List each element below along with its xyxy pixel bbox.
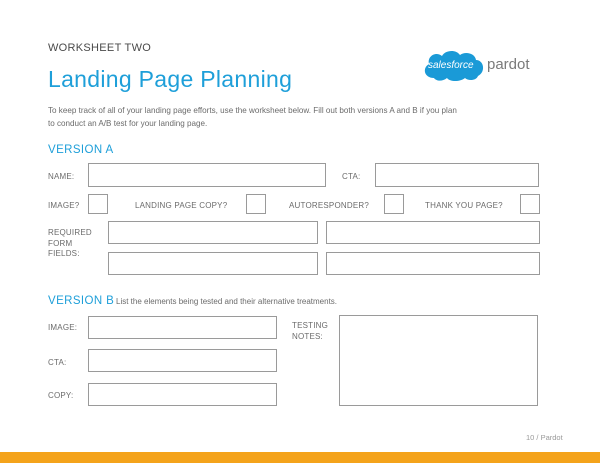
pardot-text: pardot (487, 56, 530, 73)
salesforce-text: salesforce (428, 60, 474, 71)
testing-notes-label (292, 320, 328, 342)
image-checkbox[interactable] (88, 194, 108, 214)
name-label: NAME: (48, 172, 75, 181)
image-b-field[interactable] (88, 316, 277, 339)
image-question-label: IMAGE? (48, 201, 80, 210)
testing-notes-label-line-1: TESTING (292, 321, 329, 330)
testing-notes-label-line-2: NOTES: (292, 332, 323, 341)
landing-page-copy-label: LANDING PAGE COPY? (135, 201, 228, 210)
thank-you-page-label: THANK YOU PAGE? (425, 201, 503, 210)
image-b-label: IMAGE: (48, 323, 78, 332)
page-title: Landing Page Planning (48, 66, 293, 92)
required-field-1[interactable] (108, 221, 318, 244)
copy-b-field[interactable] (88, 383, 277, 406)
name-field[interactable] (88, 163, 326, 187)
autoresponder-label: AUTORESPONDER? (289, 201, 370, 210)
worksheet-label: WORKSHEET TWO (48, 42, 152, 54)
salesforce-pardot-logo (420, 50, 550, 84)
version-b-subheading: List the elements being tested and their alternative treatments. (116, 297, 338, 306)
cta-field[interactable] (375, 163, 539, 187)
required-field-2[interactable] (326, 221, 540, 244)
copy-b-label: COPY: (48, 391, 74, 400)
required-field-3[interactable] (108, 252, 318, 275)
cta-label: CTA: (342, 172, 361, 181)
autoresponder-checkbox[interactable] (384, 194, 404, 214)
version-b-heading: VERSION B (48, 295, 115, 307)
intro-text-line-1: To keep track of all of your landing page efforts, use the worksheet below. Fill out both versions A and B if you plan (48, 106, 457, 115)
required-fields-label (48, 228, 92, 260)
cta-b-label: CTA: (48, 358, 67, 367)
required-fields-label-line-2: FORM (48, 238, 73, 248)
version-a-heading: VERSION A (48, 144, 114, 156)
testing-notes-field[interactable] (339, 315, 538, 406)
required-fields-label-line-1: REQUIRED (48, 228, 92, 237)
thank-you-page-checkbox[interactable] (520, 194, 540, 214)
page-number: 10 / Pardot (526, 433, 563, 442)
required-field-4[interactable] (326, 252, 540, 275)
footer-bar (0, 452, 600, 463)
required-fields-label-line-3: FIELDS: (48, 249, 80, 258)
landing-page-copy-checkbox[interactable] (246, 194, 266, 214)
intro-text-line-2: to conduct an A/B test for your landing page. (48, 119, 208, 128)
cta-b-field[interactable] (88, 349, 277, 372)
